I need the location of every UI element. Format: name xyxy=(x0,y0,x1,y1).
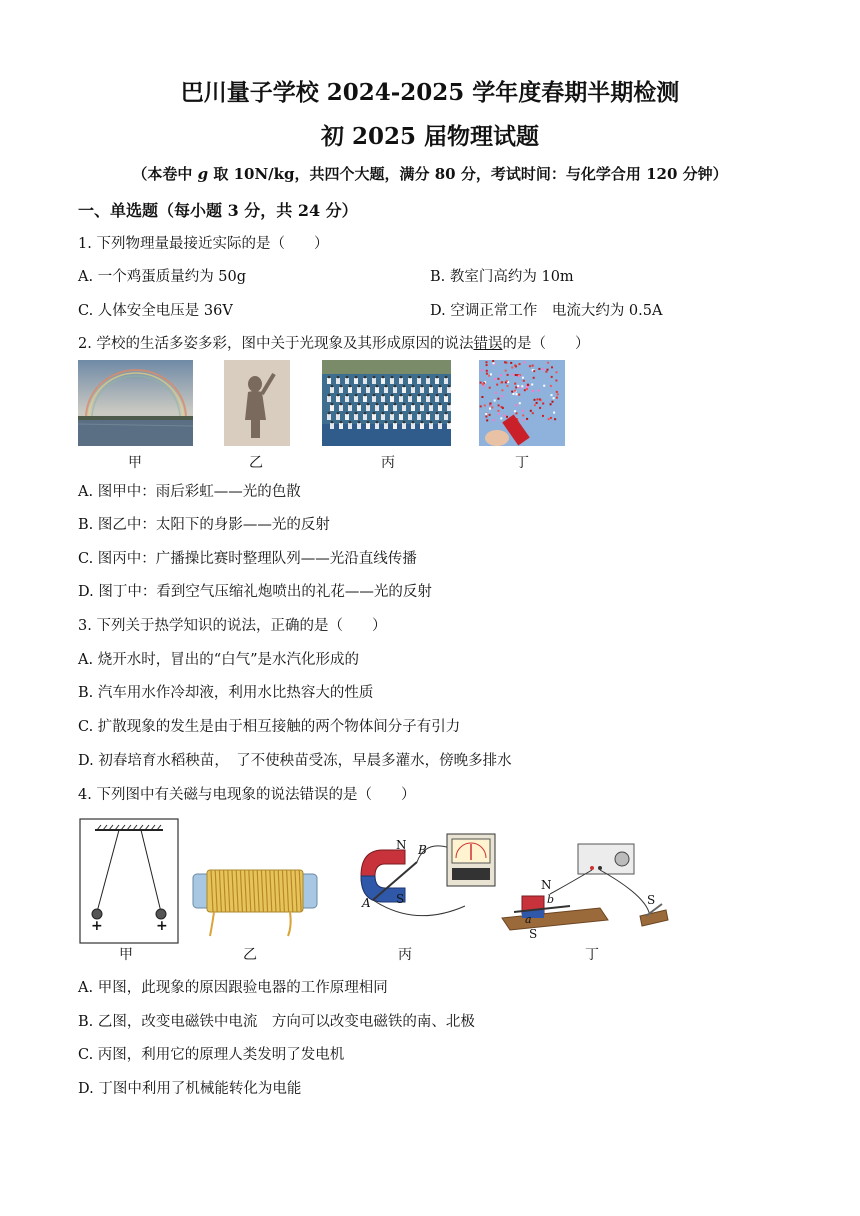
q2-option-c: C. 图丙中：广播操比赛时整理队列——光沿直线传播 xyxy=(78,551,417,567)
section-heading: 一、单选题（每小题 3 分，共 24 分） xyxy=(78,201,358,220)
exam-title: 巴川量子学校 2024-2025 学年度春期半期检测 xyxy=(180,79,680,106)
q1-option-b: B. 教室门高约为 10m xyxy=(430,269,574,285)
photo-shadow xyxy=(224,360,290,446)
q1-option-c: C. 人体安全电压是 36V xyxy=(78,303,233,319)
label-s-ding: S xyxy=(529,927,538,941)
q4-caption-yi: 乙 xyxy=(243,947,257,963)
photo-rainbow xyxy=(78,360,193,446)
q3-option-a: A. 烧开水时，冒出的“白气”是水汽化形成的 xyxy=(78,652,360,668)
q3-option-b: B. 汽车用水作冷却液，利用水比热容大的性质 xyxy=(78,685,374,701)
note-pre: （本卷中 xyxy=(132,165,193,183)
label-b-small: b xyxy=(547,893,555,906)
q4-option-c: C. 丙图，利用它的原理人类发明了发电机 xyxy=(78,1047,345,1063)
q4-option-d: D. 丁图中利用了机械能转化为电能 xyxy=(78,1081,302,1097)
q2-caption-ding: 丁 xyxy=(515,455,529,471)
q2-option-b: B. 图乙中：太阳下的身影——光的反射 xyxy=(78,517,330,533)
q3-option-d: D. 初春培育水稻秧苗， 了不使秧苗受冻，早晨多灌水，傍晚多排水 xyxy=(78,753,512,769)
q2-stem-pre: 2. 学校的生活多姿多彩，图中关于光现象及其形成原因的说法 xyxy=(78,336,474,352)
q2-option-d: D. 图丁中：看到空气压缩礼炮喷出的礼花——光的反射 xyxy=(78,584,432,600)
plus-sign-right: + xyxy=(156,918,168,934)
exam-note xyxy=(0,163,860,184)
q4-option-a: A. 甲图，此现象的原因跟验电器的工作原理相同 xyxy=(78,980,388,996)
fig-generator-setup xyxy=(355,828,500,938)
q2-caption-jia: 甲 xyxy=(128,455,142,471)
label-a: A xyxy=(362,896,371,910)
note-post: 取 10N/kg，共四个大题，满分 80 分，考试时间：与化学合用 120 分钟） xyxy=(213,165,728,183)
label-s-switch: S xyxy=(647,893,656,907)
fig-solenoid xyxy=(190,850,320,940)
photo-drill-formation xyxy=(322,360,451,446)
q2-stem-emphasis: 错误 xyxy=(473,336,503,352)
q2-stem-post: 的是（ ） xyxy=(502,336,590,352)
q2-caption-bing: 丙 xyxy=(381,455,395,471)
label-a-small: a xyxy=(525,913,532,926)
q2-option-a: A. 图甲中：雨后彩虹——光的色散 xyxy=(78,484,301,500)
q4-caption-bing: 丙 xyxy=(398,947,412,963)
note-var: g xyxy=(197,165,209,183)
photo-confetti xyxy=(479,360,565,446)
label-n-bing: N xyxy=(396,838,407,852)
q4-caption-ding: 丁 xyxy=(585,947,599,963)
q4-option-b: B. 乙图，改变电磁铁中电流 方向可以改变电磁铁的南、北极 xyxy=(78,1014,475,1030)
q3-option-c: C. 扩散现象的发生是由于相互接触的两个物体间分子有引力 xyxy=(78,719,461,735)
q2-stem xyxy=(78,332,589,353)
label-n-ding: N xyxy=(541,878,552,892)
q1-option-a: A. 一个鸡蛋质量约为 50g xyxy=(78,269,247,285)
label-s-bing: S xyxy=(396,892,405,906)
q1-stem: 1. 下列物理量最接近实际的是（ ） xyxy=(78,236,329,252)
q3-stem: 3. 下列关于热学知识的说法，正确的是（ ） xyxy=(78,618,387,634)
plus-sign-left: + xyxy=(91,918,103,934)
q2-caption-yi: 乙 xyxy=(249,455,263,471)
exam-subtitle: 初 2025 届物理试题 xyxy=(320,123,540,150)
q4-caption-jia: 甲 xyxy=(119,947,133,963)
q4-stem: 4. 下列图中有关磁与电现象的说法错误的是（ ） xyxy=(78,787,416,803)
label-b: B xyxy=(418,843,427,857)
q1-option-d: D. 空调正常工作 电流大约为 0.5A xyxy=(430,303,663,319)
